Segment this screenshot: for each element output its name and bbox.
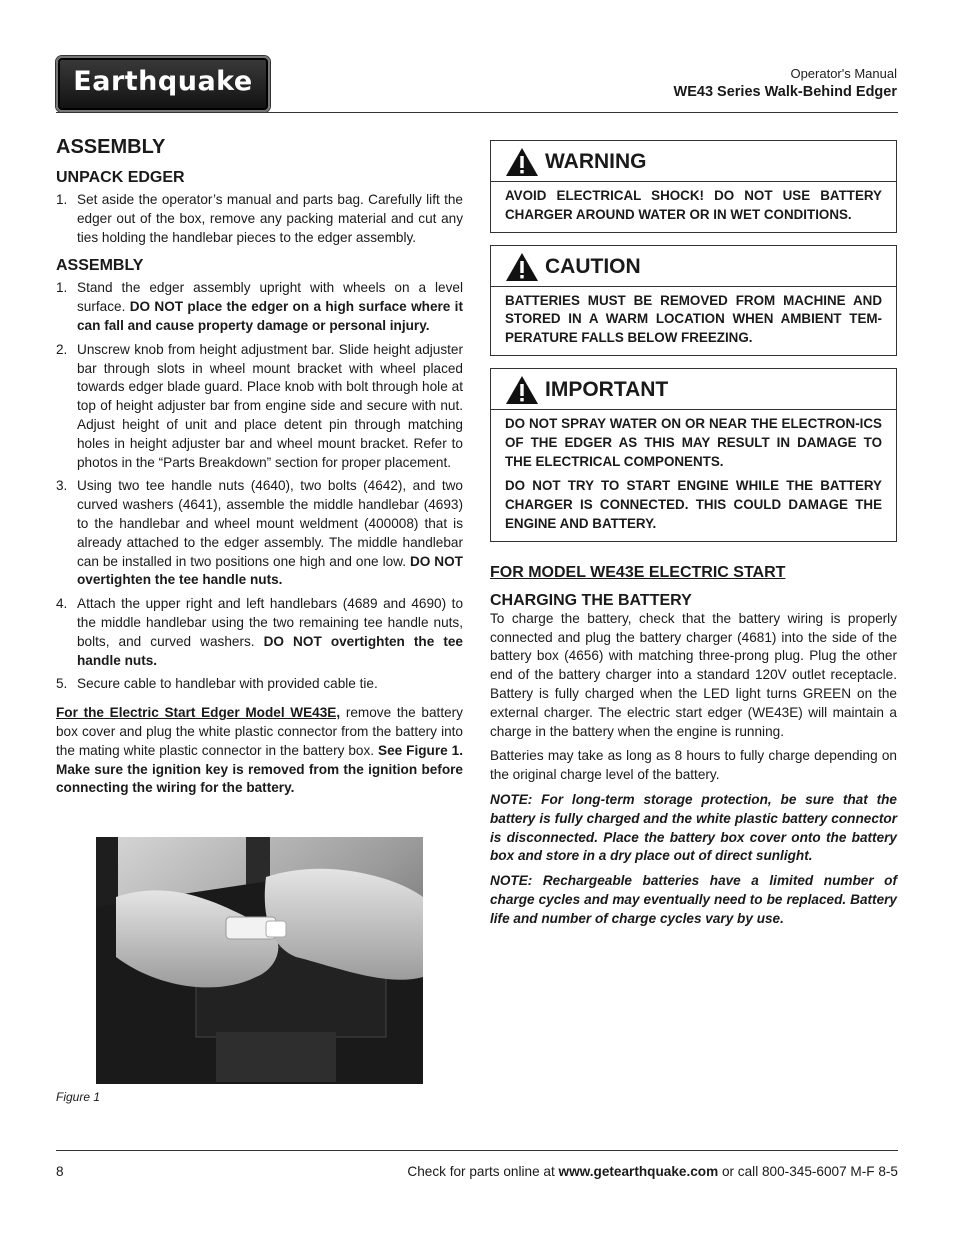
section-heading: ASSEMBLY xyxy=(56,136,166,158)
list-item xyxy=(56,477,463,590)
list-item xyxy=(56,595,463,670)
caution-triangle-icon xyxy=(505,252,539,282)
electric-start-bold: See Figure 1. Make sure the ignition key is removed from the ignition before connecting the wiring for the battery. xyxy=(56,742,463,796)
important-triangle-icon xyxy=(505,375,539,405)
battery-life-note: NOTE: Rechargeable batteries have a limited number of charge cycles and may eventually need to be replaced. Battery life and number of charge cycles vary by use. xyxy=(490,873,897,926)
item-body: Stand the edger assembly upright with wheels on a level surface. xyxy=(77,280,463,315)
assembly-heading: ASSEMBLY xyxy=(56,257,144,275)
charging-heading: CHARGING THE BATTERY xyxy=(490,591,692,609)
footer-phone: or call 800-345-6007 M-F 8-5 xyxy=(718,1164,898,1179)
important-box xyxy=(490,368,897,542)
footer-url-link[interactable]: www.getearthquake.com xyxy=(558,1164,719,1179)
footer-rule xyxy=(56,1150,898,1151)
item-text xyxy=(77,477,463,590)
warning-title: WARNING xyxy=(545,150,647,173)
header-rule xyxy=(56,112,898,113)
caution-title: CAUTION xyxy=(545,254,641,278)
item-text xyxy=(77,595,463,670)
item-number: 3. xyxy=(56,478,68,494)
caution-header xyxy=(491,246,896,287)
figure-caption: Figure 1 xyxy=(56,1090,101,1104)
item-bold: DO NOT overtighten the tee handle nuts. xyxy=(77,553,463,588)
item-number: 5. xyxy=(56,676,68,692)
warning-box xyxy=(490,140,897,233)
electric-start-paragraph xyxy=(56,704,463,798)
list-item xyxy=(56,341,463,473)
storage-note: NOTE: For long-term storage protection, be sure that the battery is fully charged and the white plastic battery connector is disconnected. Place the battery box cover onto the battery box and store in a dry place out of direct sunlight. xyxy=(490,791,897,864)
list-item xyxy=(56,675,463,694)
earthquake-logo xyxy=(56,56,270,112)
important-title: IMPORTANT xyxy=(545,377,669,401)
footer-text: Check for parts online at xyxy=(407,1164,559,1179)
item-body: Unscrew knob from height adjustment bar. Slide height adjuster bar through slots in wheel mount bracket with wheel placed towards edger blade guard. Place knob with bolt through hole at top of height adjuster bar from engine side and secure with nut. Adjust height of unit and place detent pin through matching holes in height adjuster bar and wheel mount bracket. Refer to photos in the “Parts Breakdown” section for proper placement. xyxy=(77,341,463,470)
footer-contact xyxy=(407,1164,898,1179)
unpack-heading: UNPACK EDGER xyxy=(56,169,185,186)
assembly-list xyxy=(56,279,463,694)
figure-1-photo xyxy=(96,837,423,1084)
warning-triangle-icon xyxy=(505,147,539,177)
important-text: DO NOT SPRAY WATER ON OR NEAR THE ELECTRON-ICS OF THE EDGER AS THIS MAY RESULT IN DAMAGE TO THE ELECTRICAL COMPONENTS. xyxy=(505,415,882,469)
list-item xyxy=(56,279,463,335)
charging-paragraph: To charge the battery, check that the battery wiring is properly connected and plug the battery charger (4681) into the side of the battery box (4656) with matching three-prong plug. Plug the other end of the battery charger into a standard 120V outlet receptacle. Battery is fully charged when the LED light turns GREEN on the external charger. The electric start edger (WE43E) will maintain a charge in the battery when the engine is running. xyxy=(490,610,897,739)
manual-title: WE43 Series Walk-Behind Edger xyxy=(673,84,897,100)
page-number: 8 xyxy=(56,1164,64,1179)
item-number: 1. xyxy=(56,192,68,207)
important-text: DO NOT TRY TO START ENGINE WHILE THE BATTERY CHARGER IS CONNECTED. THIS COULD DAMAGE THE ENGINE AND BATTERY. xyxy=(505,478,882,531)
electric-start-text: remove the battery box cover and plug the white plastic connector from the battery into the mating white plastic connector in the battery box. xyxy=(56,705,463,758)
item-bold: DO NOT place the edger on a high surface where it can fall and cause property damage or personal injury. xyxy=(77,299,463,333)
item-number: 4. xyxy=(56,596,68,612)
charge-time-paragraph: Batteries may take as long as 8 hours to fully charge depending on the original charge level of the battery. xyxy=(490,748,897,783)
model-heading: FOR MODEL WE43E ELECTRIC START xyxy=(490,563,786,581)
caution-text: BATTERIES MUST BE REMOVED FROM MACHINE AND STORED IN A WARM LOCATION WHEN AMBIENT TEM-PERATURE FALLS BELOW FREEZING. xyxy=(505,292,882,346)
item-body: Using two tee handle nuts (4640), two bolts (4642), and two curved washers (4641), assemble the middle handlebar (4693) to the handlebar and wheel mount weldment (400008) that is already attached to the edger assembly. The middle handlebar can be installed in two positions one high and one low. xyxy=(77,478,463,569)
right-column xyxy=(490,140,897,929)
manual-subtitle: Operator's Manual xyxy=(790,66,897,81)
electric-start-lead: For the Electric Start Edger Model WE43E, xyxy=(56,705,341,721)
item-number: 1. xyxy=(56,280,68,296)
document-header xyxy=(674,66,897,100)
list-item xyxy=(56,191,463,247)
warning-text: AVOID ELECTRICAL SHOCK! DO NOT USE BATTERY CHARGER AROUND WATER OR IN WET CONDITIONS. xyxy=(505,188,882,222)
warning-header xyxy=(491,141,896,182)
unpack-list xyxy=(56,191,463,247)
item-text xyxy=(77,341,463,473)
logo-text: Earthquake xyxy=(73,66,253,97)
left-column xyxy=(56,136,463,798)
item-text: Secure cable to handlebar with provided cable tie. xyxy=(77,676,378,692)
item-bold: DO NOT overtighten the tee handle nuts. xyxy=(77,633,463,668)
item-text: Set aside the operator’s manual and parts bag. Carefully lift the edger out of the box, remove any packing material and cut any ties holding the handlebar pieces to the edger assembly. xyxy=(77,192,463,245)
important-header xyxy=(491,369,896,410)
item-number: 2. xyxy=(56,341,68,357)
caution-box xyxy=(490,245,897,356)
item-text xyxy=(77,279,463,335)
item-body: Attach the upper right and left handlebars (4689 and 4690) to the middle handlebar using the two remaining tee handle nuts, bolts, and curved washers. xyxy=(77,596,463,649)
